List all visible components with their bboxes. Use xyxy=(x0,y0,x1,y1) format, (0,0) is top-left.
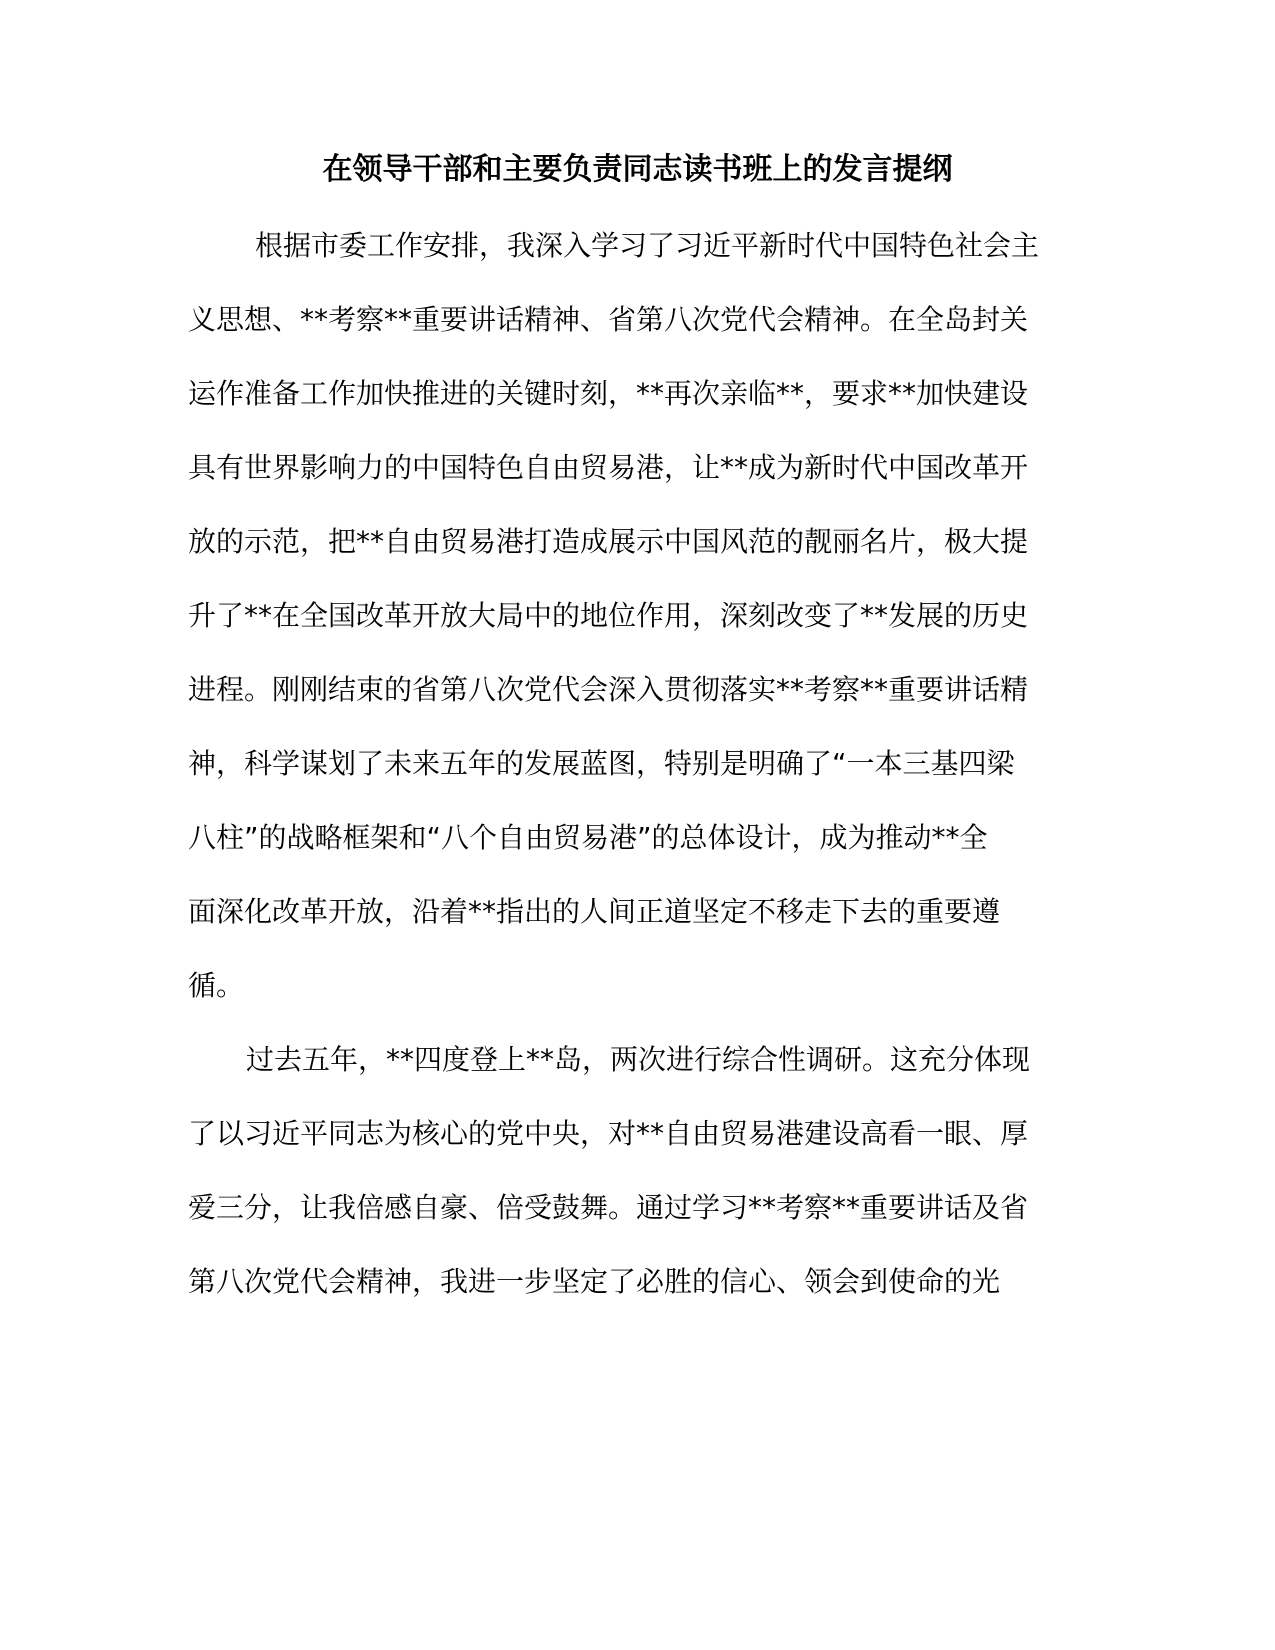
paragraph-1-line-8: 神，科学谋划了未来五年的发展蓝图，特别是明确了“一本三基四梁 xyxy=(188,747,1015,780)
paragraph-1-line-6: 升了**在全国改革开放大局中的地位作用，深刻改变了**发展的历史 xyxy=(188,599,1029,632)
paragraph-2-line-3: 爱三分，让我倍感自豪、倍受鼓舞。通过学习**考察**重要讲话及省 xyxy=(188,1191,1029,1224)
paragraph-1-line-3: 运作准备工作加快推进的关键时刻，**再次亲临**，要求**加快建设 xyxy=(188,377,1029,410)
paragraph-1-line-11: 循。 xyxy=(188,969,245,1002)
paragraph-1-line-10: 面深化改革开放，沿着**指出的人间正道坚定不移走下去的重要遵 xyxy=(188,895,1001,928)
paragraph-2-line-4: 第八次党代会精神，我进一步坚定了必胜的信心、领会到使命的光 xyxy=(188,1265,1001,1298)
paragraph-1-line-7: 进程。刚刚结束的省第八次党代会深入贯彻落实**考察**重要讲话精 xyxy=(188,673,1029,706)
document-title: 在领导干部和主要负责同志读书班上的发言提纲 xyxy=(322,152,953,187)
paragraph-1-line-2: 义思想、**考察**重要讲话精神、省第八次党代会精神。在全岛封关 xyxy=(188,303,1029,336)
paragraph-1-line-5: 放的示范，把**自由贸易港打造成展示中国风范的靓丽名片，极大提 xyxy=(188,525,1029,558)
paragraph-1-line-9: 八柱”的战略框架和“八个自由贸易港”的总体设计，成为推动**全 xyxy=(188,821,988,854)
paragraph-2-line-2: 了以习近平同志为核心的党中央，对**自由贸易港建设高看一眼、厚 xyxy=(188,1117,1029,1150)
paragraph-1-line-1: 根据市委工作安排，我深入学习了习近平新时代中国特色社会主 xyxy=(255,229,1040,262)
paragraph-1-line-4: 具有世界影响力的中国特色自由贸易港，让**成为新时代中国改革开 xyxy=(188,451,1029,484)
paragraph-2-line-1: 过去五年，**四度登上**岛，两次进行综合性调研。这充分体现 xyxy=(246,1043,1031,1076)
